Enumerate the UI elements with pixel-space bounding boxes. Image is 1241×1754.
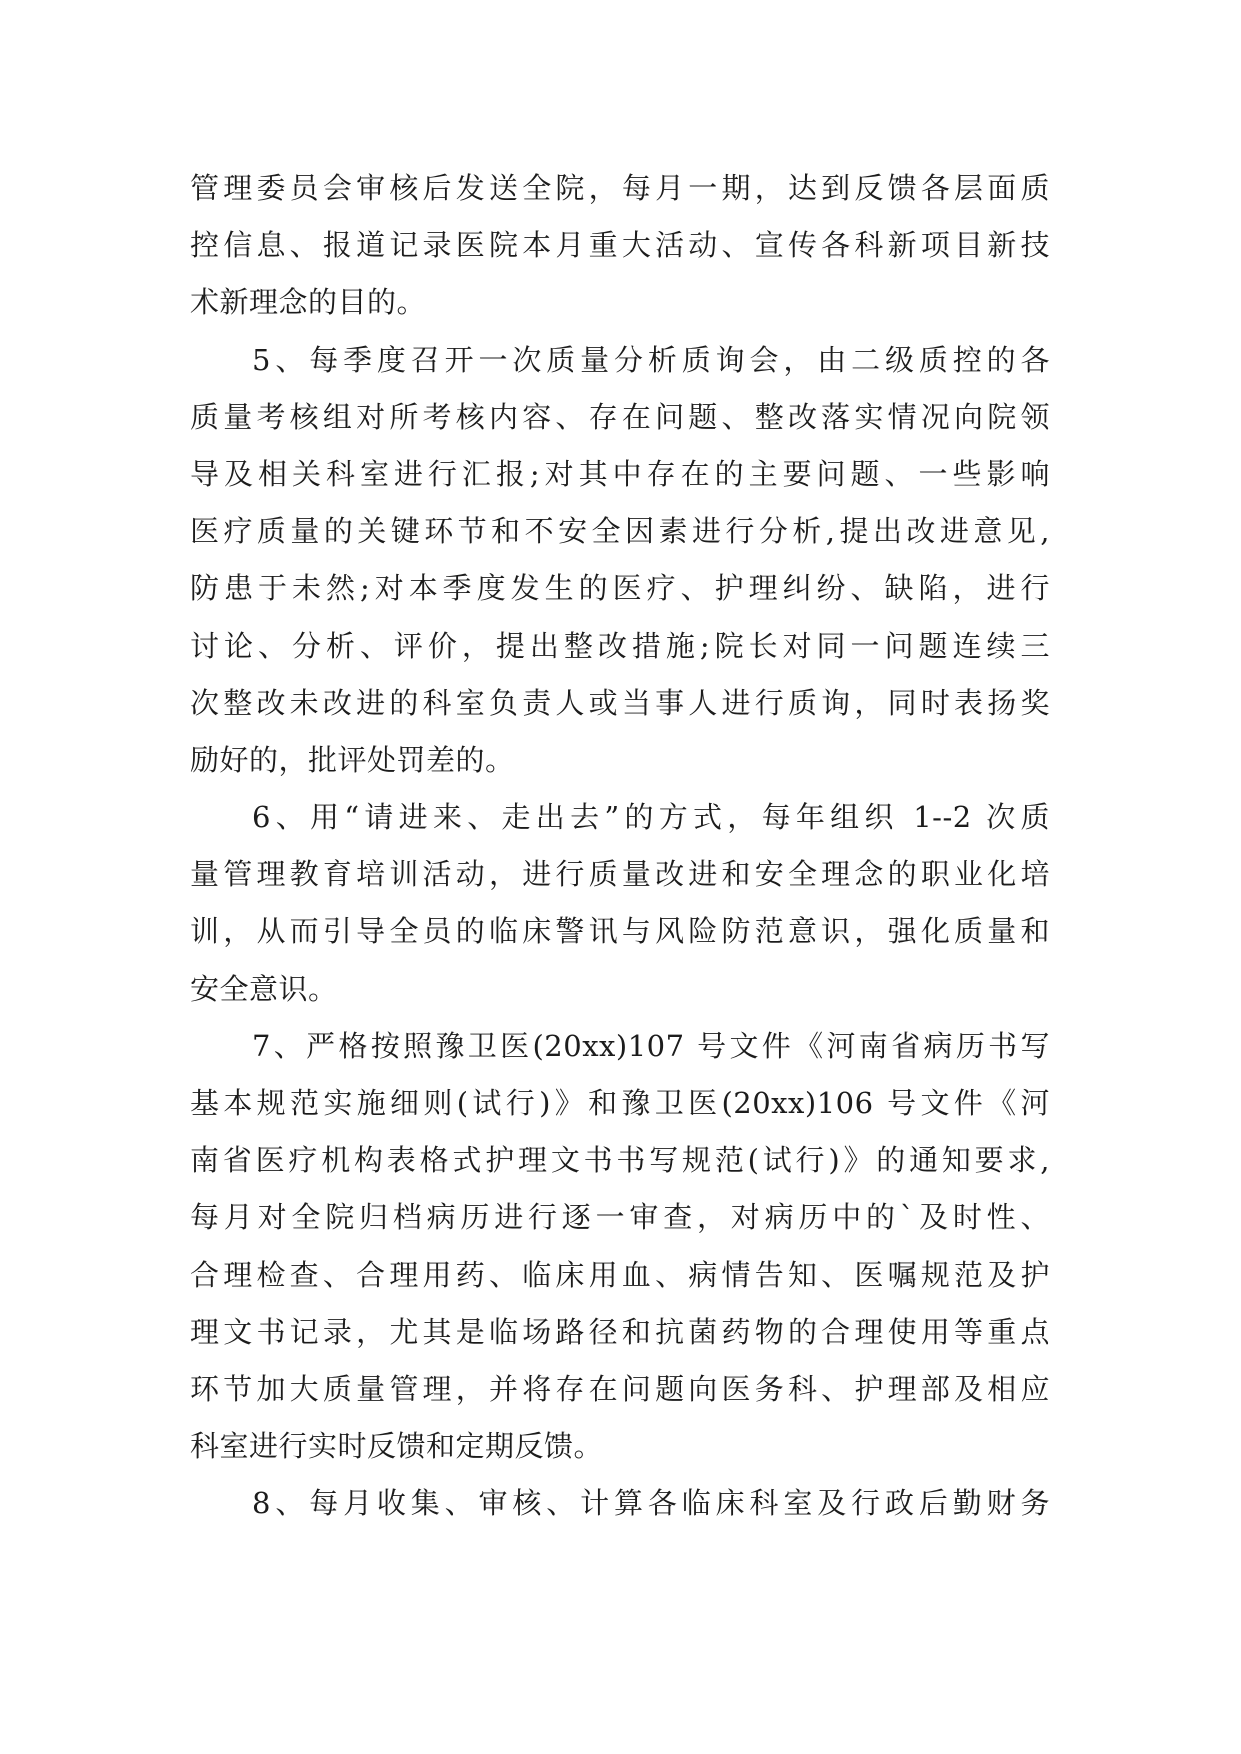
text-line: 质量考核组对所考核内容、存在问题、整改落实情况向院领 xyxy=(190,399,1050,434)
text-line: 训，从而引导全员的临床警讯与风险防范意识，强化质量和 xyxy=(190,914,1050,949)
text-line: 合理检查、合理用药、临床用血、病情告知、医嘱规范及护 xyxy=(190,1257,1050,1292)
text-line: 导及相关科室进行汇报;对其中存在的主要问题、一些影响 xyxy=(190,456,1050,491)
text-line: 5、每季度召开一次质量分析质询会，由二级质控的各 xyxy=(252,342,1050,377)
text-line: 8、每月收集、审核、计算各临床科室及行政后勤财务 xyxy=(252,1486,1050,1521)
document-body xyxy=(190,160,1050,1533)
paragraph-5 xyxy=(190,332,1050,790)
text-line: 每月对全院归档病历进行逐一审查，对病历中的`及时性、 xyxy=(190,1200,1050,1235)
text-line: 励好的，批评处罚差的。 xyxy=(190,742,515,777)
text-line: 7、严格按照豫卫医(20xx)107 号文件《河南省病历书写 xyxy=(252,1028,1050,1063)
text-line: 防患于未然;对本季度发生的医疗、护理纠纷、缺陷，进行 xyxy=(190,571,1050,606)
text-line: 医疗质量的关键环节和不安全因素进行分析,提出改进意见, xyxy=(190,514,1050,549)
text-line: 术新理念的目的。 xyxy=(190,285,427,320)
text-line: 讨论、分析、评价，提出整改措施;院长对同一问题连续三 xyxy=(190,628,1050,663)
paragraph-6 xyxy=(190,789,1050,1018)
text-line: 环节加大质量管理，并将存在问题向医务科、护理部及相应 xyxy=(190,1371,1050,1406)
text-line: 6、用“请进来、走出去”的方式，每年组织 1--2 次质 xyxy=(252,800,1050,835)
text-line: 次整改未改进的科室负责人或当事人进行质询，同时表扬奖 xyxy=(190,685,1050,720)
text-line: 控信息、报道记录医院本月重大活动、宣传各科新项目新技 xyxy=(190,228,1050,263)
paragraph-7 xyxy=(190,1018,1050,1476)
text-line: 南省医疗机构表格式护理文书书写规范(试行)》的通知要求, xyxy=(190,1143,1050,1178)
text-line: 基本规范实施细则(试行)》和豫卫医(20xx)106 号文件《河 xyxy=(190,1086,1050,1120)
paragraph-8 xyxy=(190,1475,1050,1532)
paragraph-4-continued xyxy=(190,160,1050,332)
text-line: 安全意识。 xyxy=(190,971,338,1006)
text-line: 理文书记录，尤其是临场路径和抗菌药物的合理使用等重点 xyxy=(190,1314,1050,1349)
text-line: 量管理教育培训活动，进行质量改进和安全理念的职业化培 xyxy=(190,857,1050,892)
text-line: 科室进行实时反馈和定期反馈。 xyxy=(190,1429,604,1464)
text-line: 管理委员会审核后发送全院，每月一期，达到反馈各层面质 xyxy=(190,171,1050,205)
